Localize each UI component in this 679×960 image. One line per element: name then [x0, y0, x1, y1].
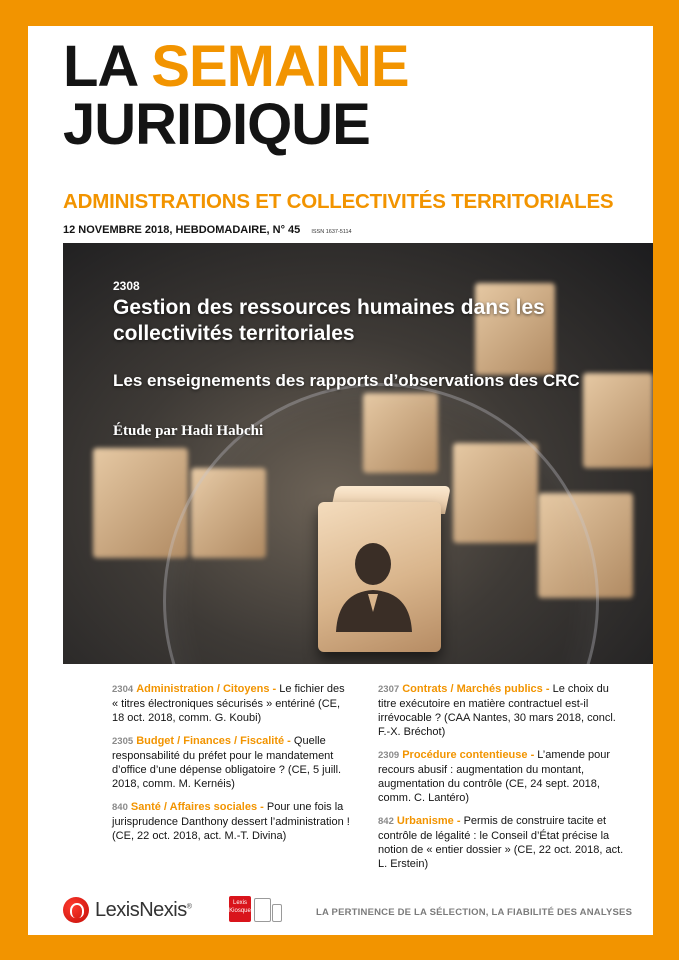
wooden-block [318, 502, 441, 652]
summary-text: Quelle responsabilité du préfet pour le mandatement d’office d’une dépense obligatoire ? (CE, 5 juill. 2018, comm. M. Kernéis) [112, 735, 342, 790]
publisher-name: LexisNexis [95, 898, 187, 921]
article-subtitle: Les enseignements des rapports d’observations des CRC [113, 371, 580, 390]
summary-category: Administration / Citoyens - [136, 683, 280, 695]
cover-page [28, 26, 653, 935]
summary-category: Procédure contentieuse - [402, 749, 538, 761]
summary-number: 2307 [378, 684, 400, 695]
masthead-title-line1 [63, 34, 409, 99]
summary-number: 2304 [112, 684, 134, 695]
slogan: LA PERTINENCE DE LA SÉLECTION, LA FIABILITÉ DES ANALYSES [316, 907, 633, 918]
masthead-title-semaine: SEMAINE [151, 34, 409, 99]
cover-photo [63, 243, 653, 664]
summary-text: Le fichier des « titres électroniques sécurisés » entériné (CE, 18 oct. 2018, comm. G. Koubi) [112, 683, 345, 724]
registered-mark: ® [186, 902, 192, 910]
summary-column-right [378, 682, 628, 880]
issue-date: 12 NOVEMBRE 2018, HEBDOMADAIRE, N° 45 [63, 224, 301, 236]
article-author: Étude par Hadi Habchi [113, 423, 264, 439]
summary-number: 2309 [378, 750, 400, 761]
summary-number: 840 [112, 802, 128, 813]
issn: ISSN 1637-5114 [311, 229, 352, 235]
kiosk-label-lexis: Lexis [232, 900, 247, 906]
lexis-kiosque-icon [229, 896, 251, 922]
summary-item [378, 814, 628, 871]
person-icon [318, 502, 441, 652]
dateline [63, 224, 352, 236]
summary-category: Contrats / Marchés publics - [402, 683, 553, 695]
summary-text: Permis de construire tacite et contrôle de légalité : le Conseil d’État précise la notion de « entier dossier » (CE, 22 oct. 2018, act. L. Erstein) [378, 815, 624, 870]
summary-item [378, 682, 628, 739]
kiosk-label-kiosque: Kiosque [229, 908, 251, 914]
summary-column-left [112, 682, 352, 852]
summary-item [378, 748, 628, 805]
summary-text: L’amende pour recours abusif : augmentation du montant, augmentation du contrôle (CE, 24 sept. 2018, comm. C. Lantéro) [378, 749, 611, 804]
summary-item [112, 682, 352, 725]
tablet-icon [254, 898, 271, 922]
summary-category: Urbanisme - [396, 815, 464, 827]
summary-text: Pour une fois la jurisprudence Danthony dessert l’administration ! (CE, 22 oct. 2018, act. M.-T. Divina) [112, 801, 350, 842]
article-title: Gestion des ressources humaines dans les collectivités territoriales [113, 296, 545, 345]
masthead-title-la: LA [63, 34, 137, 99]
masthead-subtitle: ADMINISTRATIONS ET COLLECTIVITÉS TERRITORIALES [63, 190, 614, 213]
phone-icon [272, 904, 282, 922]
summary-item [112, 800, 352, 843]
lexisnexis-logo [63, 895, 191, 925]
summary-category: Santé / Affaires sociales - [130, 801, 267, 813]
article-number: 2308 [113, 279, 140, 293]
summary-number: 842 [378, 816, 394, 827]
lexisnexis-logo-icon [63, 897, 89, 923]
summary-text: Le choix du titre exécutoire en matière contractuel est-il irrévocable ? (CAA Nantes, 30 mars 2018, concl. F.-X. Bréchot) [378, 683, 616, 738]
masthead-title-juridique: JURIDIQUE [63, 92, 370, 157]
summary-number: 2305 [112, 736, 134, 747]
summary-item [112, 734, 352, 791]
summary-category: Budget / Finances / Fiscalité - [136, 735, 294, 747]
